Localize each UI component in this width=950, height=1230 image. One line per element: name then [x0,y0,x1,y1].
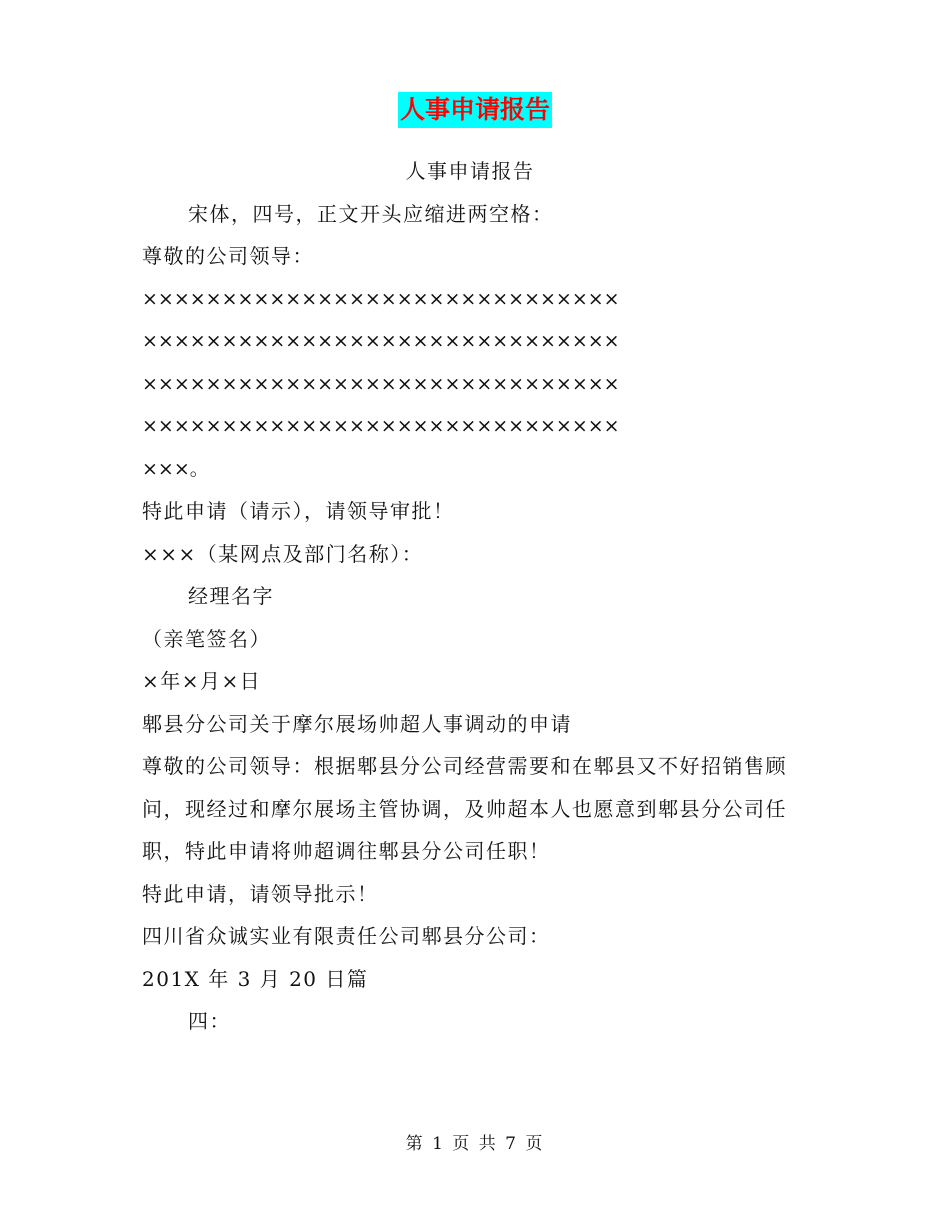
format-note: 宋体，四号，正文开头应缩进两空格： [188,201,554,226]
section2-request: 特此申请，请领导批示！ [142,881,379,906]
signature-note: （亲笔签名） [142,626,271,651]
section2-body-line: 问，现经过和摩尔展场主管协调，及帅超本人也愿意到郫县分公司任 [142,796,787,821]
placeholder-line: ×××。 [142,457,209,480]
placeholder-line: ×××××××××××××××××××××××××××××× [142,415,620,437]
department-line: ×××（某网点及部门名称）： [142,541,424,566]
greeting: 尊敬的公司领导： [142,244,314,268]
manager-name: 经理名字 [188,584,274,608]
placeholder-line: ×××××××××××××××××××××××××××××× [142,287,620,310]
date-line: ×年×月×日 [142,669,262,693]
title-container [0,92,950,128]
document-title: 人事申请报告 [398,92,552,128]
page-footer: 第 1 页 共 7 页 [405,1134,545,1154]
document-body [142,150,798,1043]
section2-title: 郫县分公司关于摩尔展场帅超人事调动的申请 [142,711,572,736]
placeholder-line: ×××××××××××××××××××××××××××××× [142,330,620,352]
section2-body-line: 尊敬的公司领导：根据郫县分公司经营需要和在郫县又不好招销售顾 [142,754,787,778]
subtitle: 人事申请报告 [405,159,535,183]
section2-body-line: 职，特此申请将帅超调往郫县分公司任职！ [142,839,551,863]
section2-company: 四川省众诚实业有限责任公司郫县分公司： [142,924,551,948]
section3-heading: 四： [188,1009,231,1033]
request-line: 特此申请（请示），请领导审批！ [142,499,455,523]
placeholder-line: ×××××××××××××××××××××××××××××× [142,372,620,395]
section2-date: 201X 年 3 月 20 日篇 [142,966,369,991]
